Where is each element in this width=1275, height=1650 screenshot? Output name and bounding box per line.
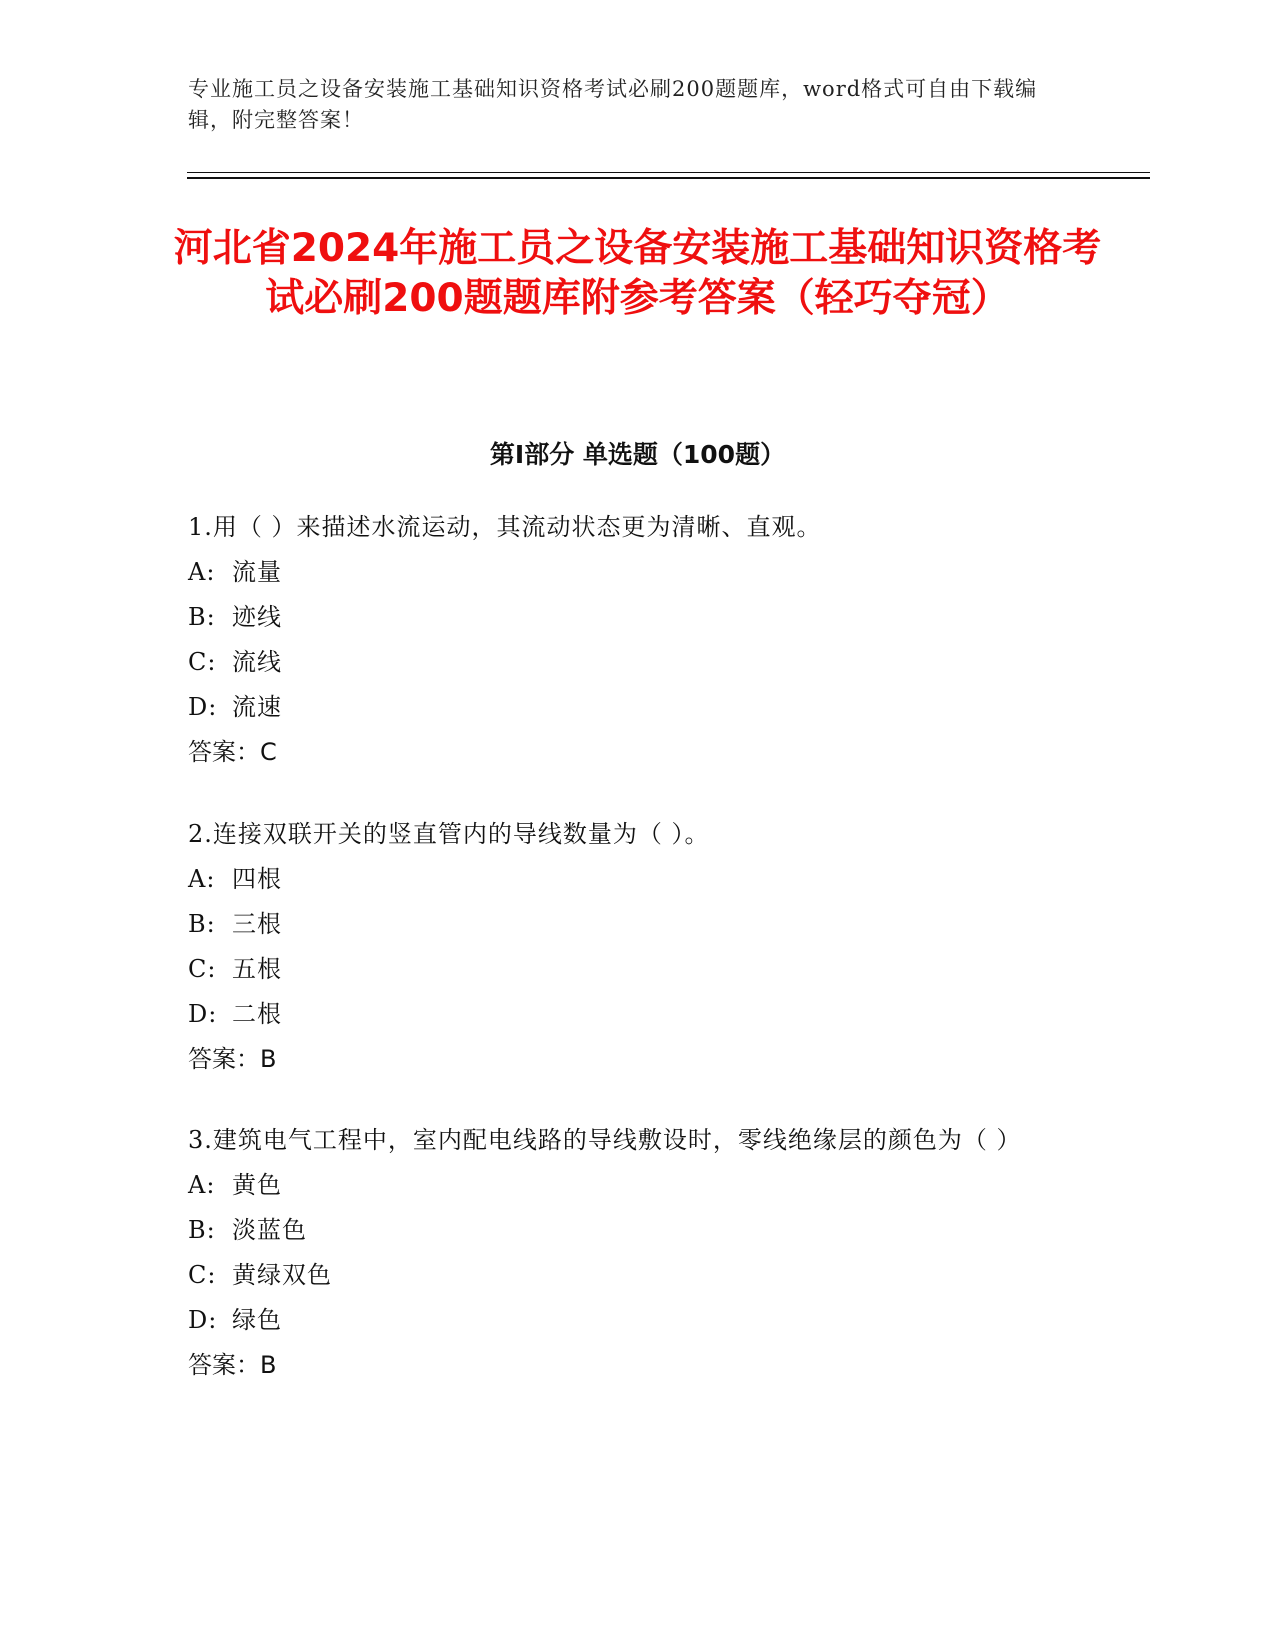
header-divider-thin bbox=[187, 172, 1150, 173]
option-a bbox=[188, 857, 1068, 902]
question-2 bbox=[188, 812, 1068, 1082]
question-stem: 3.建筑电气工程中，室内配电线路的导线敷设时，零线绝缘层的颜色为（ ） bbox=[188, 1126, 1022, 1154]
option-key: D: bbox=[188, 693, 218, 721]
option-key: A: bbox=[188, 1171, 216, 1199]
question-3 bbox=[188, 1118, 1068, 1388]
header-divider-thick bbox=[187, 177, 1150, 179]
option-b bbox=[188, 902, 1068, 947]
option-text: 四根 bbox=[232, 865, 282, 893]
answer-line: 答案：B bbox=[188, 1045, 277, 1073]
option-text: 绿色 bbox=[232, 1306, 282, 1334]
answer-line: 答案：C bbox=[188, 738, 277, 766]
option-key: D: bbox=[188, 1000, 218, 1028]
option-d bbox=[188, 685, 1068, 730]
option-key: A: bbox=[188, 865, 216, 893]
option-key: A: bbox=[188, 558, 216, 586]
option-key: B: bbox=[188, 910, 216, 938]
option-d bbox=[188, 1298, 1068, 1343]
option-c bbox=[188, 1253, 1068, 1298]
option-text: 流线 bbox=[232, 648, 282, 676]
option-key: C: bbox=[188, 648, 217, 676]
option-key: B: bbox=[188, 1216, 216, 1244]
header-note: 专业施工员之设备安装施工基础知识资格考试必刷200题题库，word格式可自由下载编辑，附完整答案！ bbox=[188, 77, 1038, 132]
option-key: C: bbox=[188, 1261, 217, 1289]
option-d bbox=[188, 992, 1068, 1037]
option-b bbox=[188, 1208, 1068, 1253]
option-key: D: bbox=[188, 1306, 218, 1334]
option-text: 黄色 bbox=[232, 1171, 282, 1199]
option-c bbox=[188, 947, 1068, 992]
option-text: 流量 bbox=[232, 558, 282, 586]
question-1 bbox=[188, 505, 1068, 775]
option-key: C: bbox=[188, 955, 217, 983]
option-text: 淡蓝色 bbox=[232, 1216, 307, 1244]
option-c bbox=[188, 640, 1068, 685]
option-a bbox=[188, 1163, 1068, 1208]
option-text: 迹线 bbox=[232, 603, 282, 631]
option-text: 黄绿双色 bbox=[232, 1261, 332, 1289]
section-heading: 第Ⅰ部分 单选题（100题） bbox=[489, 440, 786, 469]
option-text: 三根 bbox=[232, 910, 282, 938]
option-text: 流速 bbox=[232, 693, 282, 721]
document-title: 河北省2024年施工员之设备安装施工基础知识资格考试必刷200题题库附参考答案（轻巧夺冠） bbox=[173, 226, 1102, 321]
question-stem: 1.用（ ）来描述水流运动，其流动状态更为清晰、直观。 bbox=[188, 513, 822, 541]
option-text: 五根 bbox=[232, 955, 282, 983]
option-text: 二根 bbox=[232, 1000, 282, 1028]
option-a bbox=[188, 550, 1068, 595]
answer-line: 答案：B bbox=[188, 1351, 277, 1379]
option-b bbox=[188, 595, 1068, 640]
option-key: B: bbox=[188, 603, 216, 631]
question-stem: 2.连接双联开关的竖直管内的导线数量为（ ）。 bbox=[188, 820, 710, 848]
